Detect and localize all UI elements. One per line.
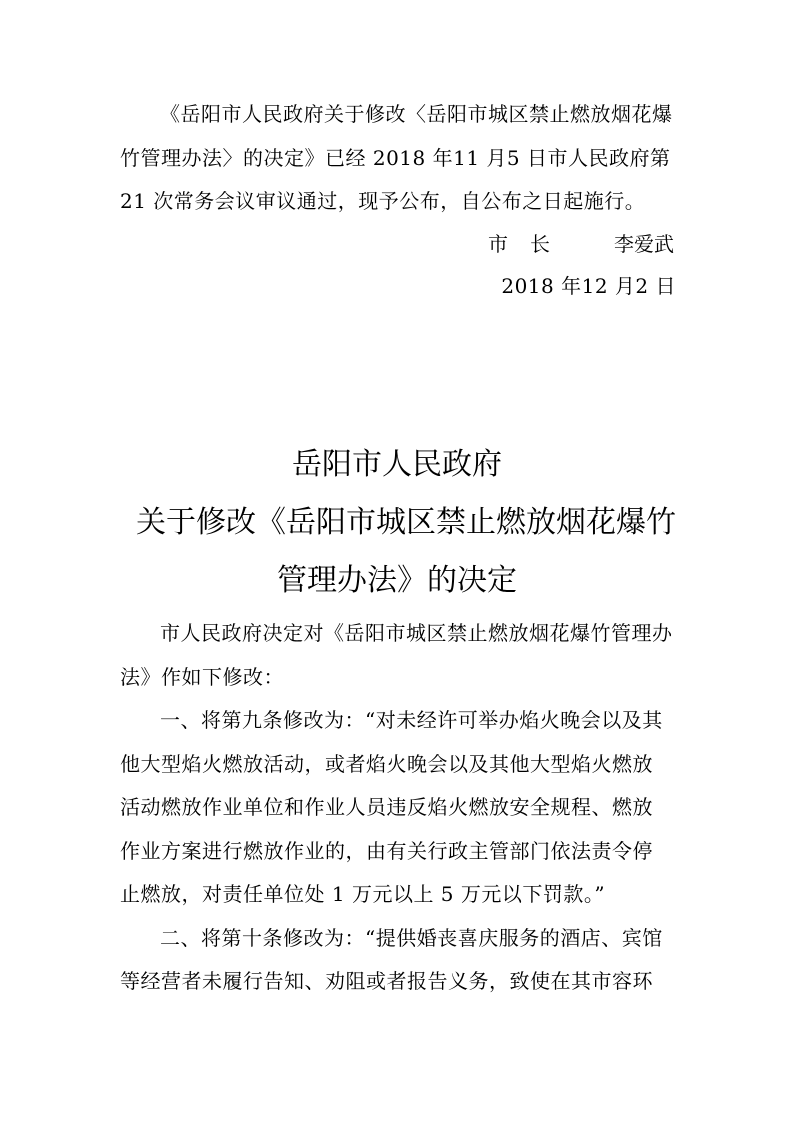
announcement-line-3: 21 次常务会议审议通过，现予公布，自公布之日起施行。 [120, 189, 646, 213]
decision-title-line-1: 岳阳市人民政府 [292, 447, 502, 482]
announcement-line-1: 《岳阳市人民政府关于修改〈岳阳市城区禁止燃放烟花爆 [160, 102, 673, 126]
decision-body-line-7: 止燃放，对责任单位处 1 万元以上 5 万元以下罚款。” [120, 882, 606, 906]
decision-body-line-5: 活动燃放作业单位和作业人员违反焰火燃放安全规程、燃放 [120, 795, 653, 819]
decision-body-line-9: 等经营者未履行告知、劝阻或者报告义务，致使在其市容环 [120, 969, 653, 993]
decision-title-line-3: 管理办法》的决定 [277, 563, 517, 598]
announcement-date: 2018 年12 月2 日 [501, 274, 676, 298]
decision-title-line-2: 关于修改《岳阳市城区禁止燃放烟花爆竹 [136, 505, 676, 540]
decision-body-line-2: 法》作如下修改： [120, 665, 284, 689]
announcement-line-2: 竹管理办法〉的决定》已经 2018 年11 月5 日市人民政府第 [120, 146, 671, 170]
decision-body-line-6: 作业方案进行燃放作业的，由有关行政主管部门依法责令停 [120, 839, 653, 863]
decision-body-line-8: 二、将第十条修改为：“提供婚丧喜庆服务的酒店、宾馆 [160, 926, 663, 950]
signature-name: 李爱武 [614, 232, 674, 256]
decision-body-line-1: 市人民政府决定对《岳阳市城区禁止燃放烟花爆竹管理办 [160, 621, 673, 645]
decision-body-line-3: 一、将第九条修改为：“对未经许可举办焰火晚会以及其 [160, 708, 663, 732]
signature-role: 市长 [488, 232, 572, 256]
decision-body-line-4: 他大型焰火燃放活动，或者焰火晚会以及其他大型焰火燃放 [120, 752, 653, 776]
